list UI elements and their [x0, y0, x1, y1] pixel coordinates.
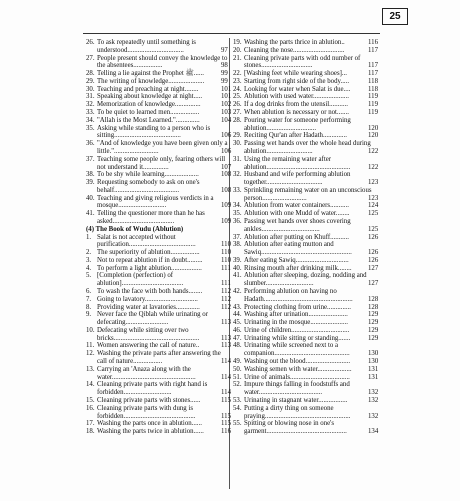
entry-title: After eating Sawiq...............................	[244, 256, 349, 264]
entry-title: Reciting Qur'an after Hadath..............	[244, 132, 347, 140]
entry-number: 50.	[233, 365, 242, 373]
entry-title: Asking while standing to a person who is sitting.......................................	[97, 124, 211, 140]
entry-page: 129	[368, 319, 379, 327]
entry-title: Telling a lie against the Prophet ﷺ......	[97, 70, 205, 78]
entry-page: 129	[368, 326, 379, 334]
entry-page: 132	[368, 396, 379, 404]
entry-number: 39.	[86, 179, 95, 187]
entry-number: 30.	[86, 85, 95, 93]
entry-number: 14.	[86, 381, 95, 389]
toc-entry	[86, 234, 232, 250]
entry-page: 118	[368, 77, 379, 85]
toc-entry	[86, 249, 232, 257]
toc-entry	[86, 296, 232, 304]
entry-page: 124	[368, 202, 379, 210]
entry-number: 33.	[233, 186, 242, 194]
toc-left-column	[86, 39, 232, 436]
entry-page: 128	[368, 303, 379, 311]
entry-number: 31.	[233, 155, 242, 163]
entry-page: 126	[368, 249, 379, 257]
toc-entry	[86, 117, 232, 125]
entry-title: Salat is not accepted without purification.......................................	[97, 233, 196, 249]
entry-page: 110	[221, 241, 232, 249]
entry-title: Ablution with one Mudd of water........	[244, 210, 350, 218]
entry-number: 38.	[233, 241, 242, 249]
entry-title: Cleaning private parts with right hand is forbidden............................	[97, 381, 208, 397]
entry-title: Urinating in stagnant water.................	[244, 396, 348, 404]
entry-page: 132	[368, 412, 379, 420]
entry-number: 42.	[233, 288, 242, 295]
entry-title: Passing wet hands over shoes covering ankles..................................	[244, 217, 351, 233]
toc-entry	[233, 311, 379, 319]
entry-title: Ablution from water containers...........	[244, 202, 349, 210]
entry-page: 117	[368, 62, 379, 70]
entry-page: 115	[221, 396, 232, 404]
entry-number: 26.	[86, 39, 95, 46]
entry-number: 27.	[233, 109, 242, 117]
toc-entry	[233, 78, 379, 86]
entry-page: 119	[368, 109, 379, 117]
entry-title: Speaking about knowledge at night.....	[97, 93, 203, 101]
entry-number: 40.	[233, 264, 242, 272]
toc-entry	[86, 327, 232, 343]
entry-number: 36.	[86, 140, 95, 148]
entry-number: 30.	[233, 140, 242, 148]
entry-page: 116	[221, 428, 232, 436]
entry-title: Requesting somebody to ask on one's behalf......................................	[97, 179, 200, 194]
entry-title: Urine of children..................................	[244, 326, 350, 334]
entry-page: 123	[368, 194, 379, 202]
entry-page: 102	[221, 101, 232, 109]
entry-title: [Washing feet while wearing shoes]...	[244, 70, 348, 78]
entry-title: Teaching and giving religious verdicts in a mosque............................	[97, 194, 214, 210]
toc-entry	[86, 195, 232, 211]
entry-number: 34.	[233, 202, 242, 210]
entry-number: 27.	[86, 54, 95, 62]
entry-page: 116	[368, 39, 379, 46]
toc-entry	[233, 234, 379, 242]
entry-title: "And of knowledge you have been given only a little."..........................	[97, 140, 228, 155]
entry-page: 106	[221, 147, 232, 155]
entry-number: 29.	[233, 132, 242, 140]
toc-entry	[86, 39, 232, 55]
entry-number: 11.	[86, 342, 95, 350]
entry-title: Teaching some people only, fearing others will not understand it...............	[97, 155, 226, 171]
entry-title: Not to repeat ablution if in doubt.........	[97, 256, 203, 264]
entry-page: 112	[221, 295, 232, 303]
entry-title: Looking for water when Salat is due....	[244, 85, 351, 93]
entry-page: 113	[221, 319, 232, 327]
toc-entry	[233, 210, 379, 218]
entry-page: 119	[368, 93, 379, 101]
entry-page: 106	[221, 132, 232, 140]
entry-number: 33.	[86, 109, 95, 117]
toc-entry	[86, 288, 232, 296]
entry-number: 8.	[86, 303, 92, 311]
entry-page: 110	[221, 249, 232, 257]
toc-entry	[86, 311, 232, 327]
toc-entry	[86, 265, 232, 273]
entry-number: 23.	[233, 77, 242, 85]
toc-entry	[233, 47, 379, 55]
entry-page: 134	[368, 428, 379, 436]
page-number: 25	[382, 8, 408, 25]
toc-entry	[86, 171, 232, 179]
entry-title: Urinating while sitting or standing.......	[244, 334, 351, 342]
entry-number: 2.	[86, 249, 92, 257]
entry-title: Ablution after eating mutton and Sawiq.....................................................	[244, 241, 352, 257]
section-heading: (4) The Book of Wudu (Ablution)	[86, 225, 184, 233]
entry-number: 6.	[86, 288, 92, 295]
entry-number: 44.	[233, 311, 242, 319]
entry-number: 12.	[86, 350, 95, 358]
entry-number: 47.	[233, 334, 242, 342]
entry-title: When ablution is necessary or not.......	[244, 109, 349, 117]
entry-number: 25.	[233, 93, 242, 101]
entry-page: 109	[221, 202, 232, 210]
entry-page: 108	[221, 171, 232, 179]
entry-page: 122	[368, 163, 379, 171]
entry-title: Protecting clothing from urine..............	[244, 303, 352, 311]
entry-number: 31.	[86, 93, 95, 101]
entry-page: 125	[368, 225, 379, 233]
entry-title: Washing the private parts after answering the call of nature.................	[97, 350, 221, 366]
entry-title: Cleaning private parts with stones......	[97, 396, 201, 404]
entry-number: 28.	[86, 70, 95, 78]
toc-entry	[86, 140, 232, 156]
entry-page: 108	[221, 186, 232, 194]
entry-page: 119	[368, 101, 379, 109]
toc-entry	[233, 39, 379, 47]
entry-title: Putting a dirty thing on someone praying..................................................	[244, 404, 351, 420]
toc-entry	[86, 397, 232, 405]
toc-entry	[86, 272, 232, 288]
entry-title: Washing the parts once in ablution......	[97, 420, 202, 428]
entry-number: 54.	[233, 404, 242, 412]
entry-page: 101	[221, 85, 232, 93]
entry-title: Urine of animals...................................	[244, 373, 350, 381]
entry-title: Cleaning the nose..............................	[244, 46, 345, 54]
entry-page: 131	[368, 373, 379, 381]
entry-title: Telling the questioner more than he has asked....................................	[97, 210, 205, 225]
entry-number: 38.	[86, 171, 95, 179]
entry-page: 126	[368, 233, 379, 241]
entry-title: The writing of knowledge.....................	[97, 77, 205, 85]
entry-page: 128	[368, 295, 379, 303]
entry-title: To wash the face with both hands........	[97, 288, 203, 295]
entry-number: 15.	[86, 396, 95, 404]
entry-page: 117	[368, 46, 379, 54]
entry-number: 49.	[233, 358, 242, 366]
entry-page: 99	[231, 70, 232, 78]
toc-entry	[86, 428, 232, 436]
entry-title: Pouring water for someone performing ablution.............................	[244, 116, 351, 132]
toc-entry	[86, 156, 232, 172]
entry-page: 127	[368, 280, 379, 288]
entry-title: [Completion (perfection) of ablution]....................................	[97, 272, 184, 288]
entry-number: 16.	[86, 404, 95, 412]
entry-number: 7.	[86, 295, 92, 303]
entry-page: 107	[221, 163, 232, 171]
entry-page: 126	[368, 256, 379, 264]
toc-entry	[233, 366, 379, 374]
toc-entry	[86, 304, 232, 312]
entry-title: Performing ablution on having no Hadath....................................................	[244, 288, 353, 303]
entry-number: 45.	[233, 319, 242, 327]
entry-page: 129	[368, 311, 379, 319]
entry-number: 36.	[233, 217, 242, 225]
entry-page: 122	[368, 147, 379, 155]
entry-page: 110	[221, 256, 232, 264]
entry-number: 37.	[86, 155, 95, 163]
entry-title: Washing out the blood..........................	[244, 358, 351, 366]
entry-page: 113	[221, 342, 232, 350]
entry-number: 53.	[233, 396, 242, 404]
toc-entry	[86, 342, 232, 350]
entry-number: 10.	[86, 326, 95, 334]
entry-page: 114	[221, 373, 232, 381]
entry-page: 103	[221, 109, 232, 117]
entry-title: Never face the Qiblah while urinating or defecating.........................	[97, 311, 208, 327]
entry-page: 129	[368, 334, 379, 342]
entry-number: 29.	[86, 77, 95, 85]
entry-page: 104	[221, 116, 232, 124]
toc-entry	[86, 350, 232, 366]
entry-title: Washing after urination.......................	[244, 311, 348, 319]
entry-page: 99	[231, 78, 232, 86]
entry-title: Impure things falling in foodstuffs and water.....................................	[244, 381, 350, 397]
entry-number: 32.	[86, 101, 95, 109]
toc-entry	[86, 179, 232, 195]
entry-page: 120	[368, 124, 379, 132]
entry-title: Carrying an 'Anaza along with the water.................................................	[97, 365, 196, 381]
entry-page: 130	[368, 350, 379, 358]
entry-title: Defecating while sitting over two bricks..................................................	[97, 326, 200, 342]
toc-entry	[86, 101, 232, 109]
entry-number: 18.	[86, 428, 95, 436]
toc-entry	[86, 420, 232, 428]
entry-title: Passing wet hands over the whole head during ablution...........................	[244, 140, 371, 155]
entry-number: 32.	[233, 171, 242, 179]
toc-entry	[233, 55, 379, 71]
entry-number: 34.	[86, 116, 95, 124]
entry-number: 35.	[86, 124, 95, 132]
entry-number: 19.	[233, 39, 242, 46]
toc-entry	[233, 327, 379, 335]
entry-title: Husband and wife performing ablution together.................................	[244, 171, 351, 187]
entry-page: 115	[221, 412, 232, 420]
entry-title: Teaching and preaching at night........	[97, 85, 199, 93]
entry-number: 52.	[233, 381, 242, 389]
entry-title: Starting from right side of the body.....	[244, 77, 350, 85]
entry-page: 112	[221, 303, 232, 311]
toc-entry	[86, 405, 232, 421]
entry-title: Washing semen with water....................	[244, 365, 352, 373]
entry-page: 97	[231, 47, 232, 55]
entry-page: 125	[368, 210, 379, 218]
entry-number: 1.	[86, 233, 92, 241]
entry-page: 111	[221, 264, 231, 272]
entry-number: 55.	[233, 420, 242, 428]
entry-title: To be shy while learning....................	[97, 171, 199, 179]
entry-title: Memorization of knowledge...............	[97, 101, 201, 109]
entry-page: 118	[368, 85, 379, 93]
entry-title: Urinating while screened next to a companion............................................	[244, 342, 350, 358]
entry-number: 39.	[233, 256, 242, 264]
entry-number: 3.	[86, 256, 92, 264]
entry-title: Using the remaining water after ablution.................................................	[244, 155, 351, 171]
toc-entry	[86, 366, 232, 382]
toc-entry	[86, 125, 232, 141]
entry-number: 28.	[233, 116, 242, 124]
entry-title: Women answering the call of nature..	[97, 342, 200, 350]
entry-page: 131	[368, 365, 379, 373]
entry-number: 9.	[86, 311, 92, 319]
entry-title: Ablution after sleeping, dozing, nodding and slumber............................	[244, 272, 367, 288]
entry-number: 51.	[233, 373, 242, 381]
entry-title: People present should convey the knowledge to the absentees.................	[97, 54, 228, 70]
entry-title: Sprinkling remaining water on an unconscious person..........................	[244, 186, 372, 202]
entry-page: 130	[368, 358, 379, 366]
entry-title: To be quiet to learned men.................	[97, 109, 200, 117]
entry-title: Cleaning private parts with odd number of stones..............................	[244, 54, 361, 70]
entry-page: 114	[221, 358, 232, 366]
entry-number: 37.	[233, 233, 242, 241]
toc-entry	[86, 93, 232, 101]
entry-number: 13.	[86, 365, 95, 373]
toc-entry	[86, 78, 232, 86]
entry-title: Washing the parts thrice in ablution..	[244, 39, 345, 46]
toc-entry	[86, 381, 232, 397]
entry-title: The superiority of ablution.................	[97, 249, 200, 257]
entry-number: 48.	[233, 342, 242, 350]
entry-title: Ablution with used water.....................	[244, 93, 349, 101]
entry-number: 5.	[86, 272, 92, 280]
entry-page: 111	[221, 280, 231, 288]
entry-title: To perform a light ablution..................	[97, 264, 202, 272]
toc-entry	[86, 109, 232, 117]
entry-title: Washing the parts twice in ablution......	[97, 428, 204, 436]
entry-title: Cleaning private parts with dung is forbidden..........................................	[97, 404, 196, 420]
entry-number: 41.	[86, 210, 95, 218]
entry-number: 20.	[233, 46, 242, 54]
entry-title: Providing water at lavatories..............	[97, 303, 200, 311]
entry-number: 17.	[86, 420, 95, 428]
entry-number: 43.	[233, 303, 242, 311]
entry-number: 21.	[233, 54, 242, 62]
entry-page: 115	[221, 420, 232, 428]
entry-page: 101	[221, 93, 232, 101]
entry-number: 35.	[233, 210, 242, 218]
entry-page: 123	[368, 179, 379, 187]
toc-entry	[86, 86, 232, 94]
entry-title: If a dog drinks from the utensil...........	[244, 101, 348, 109]
entry-number: 26.	[233, 101, 242, 109]
entry-number: 22.	[233, 70, 242, 78]
entry-number: 41.	[233, 272, 242, 280]
entry-page: 127	[368, 264, 379, 272]
entry-number: 40.	[86, 194, 95, 202]
entry-page: 117	[368, 70, 379, 78]
toc-entry	[86, 257, 232, 265]
toc-entry	[86, 70, 232, 78]
entry-title: To ask repeatedly until something is understood.................................	[97, 39, 196, 54]
entry-title: "Allah is the Most Learned."..............	[97, 116, 200, 124]
entry-page: 98	[231, 62, 232, 70]
entry-number: 4.	[86, 264, 92, 272]
toc-entry	[233, 70, 379, 78]
toc-entry	[86, 55, 232, 71]
entry-title: Ablution after putting on Khuff...........	[244, 233, 349, 241]
entry-title: Going to lavatory...............................	[97, 295, 198, 303]
header-rule	[83, 33, 380, 34]
entry-page: 114	[221, 389, 232, 397]
entry-title: Urinating in the mosque......................	[244, 319, 348, 327]
entry-page: 120	[368, 132, 379, 140]
entry-title: Spitting or blowing nose in one's garment...............................................	[244, 420, 347, 436]
entry-number: 24.	[233, 85, 242, 93]
entry-page: 132	[368, 389, 379, 397]
entry-page: 112	[221, 288, 232, 295]
entry-page: 109	[221, 217, 232, 225]
entry-number: 46.	[233, 326, 242, 334]
entry-page: 113	[221, 334, 232, 342]
entry-title: Rinsing mouth after drinking milk........	[244, 264, 352, 272]
toc-entry	[86, 210, 232, 226]
